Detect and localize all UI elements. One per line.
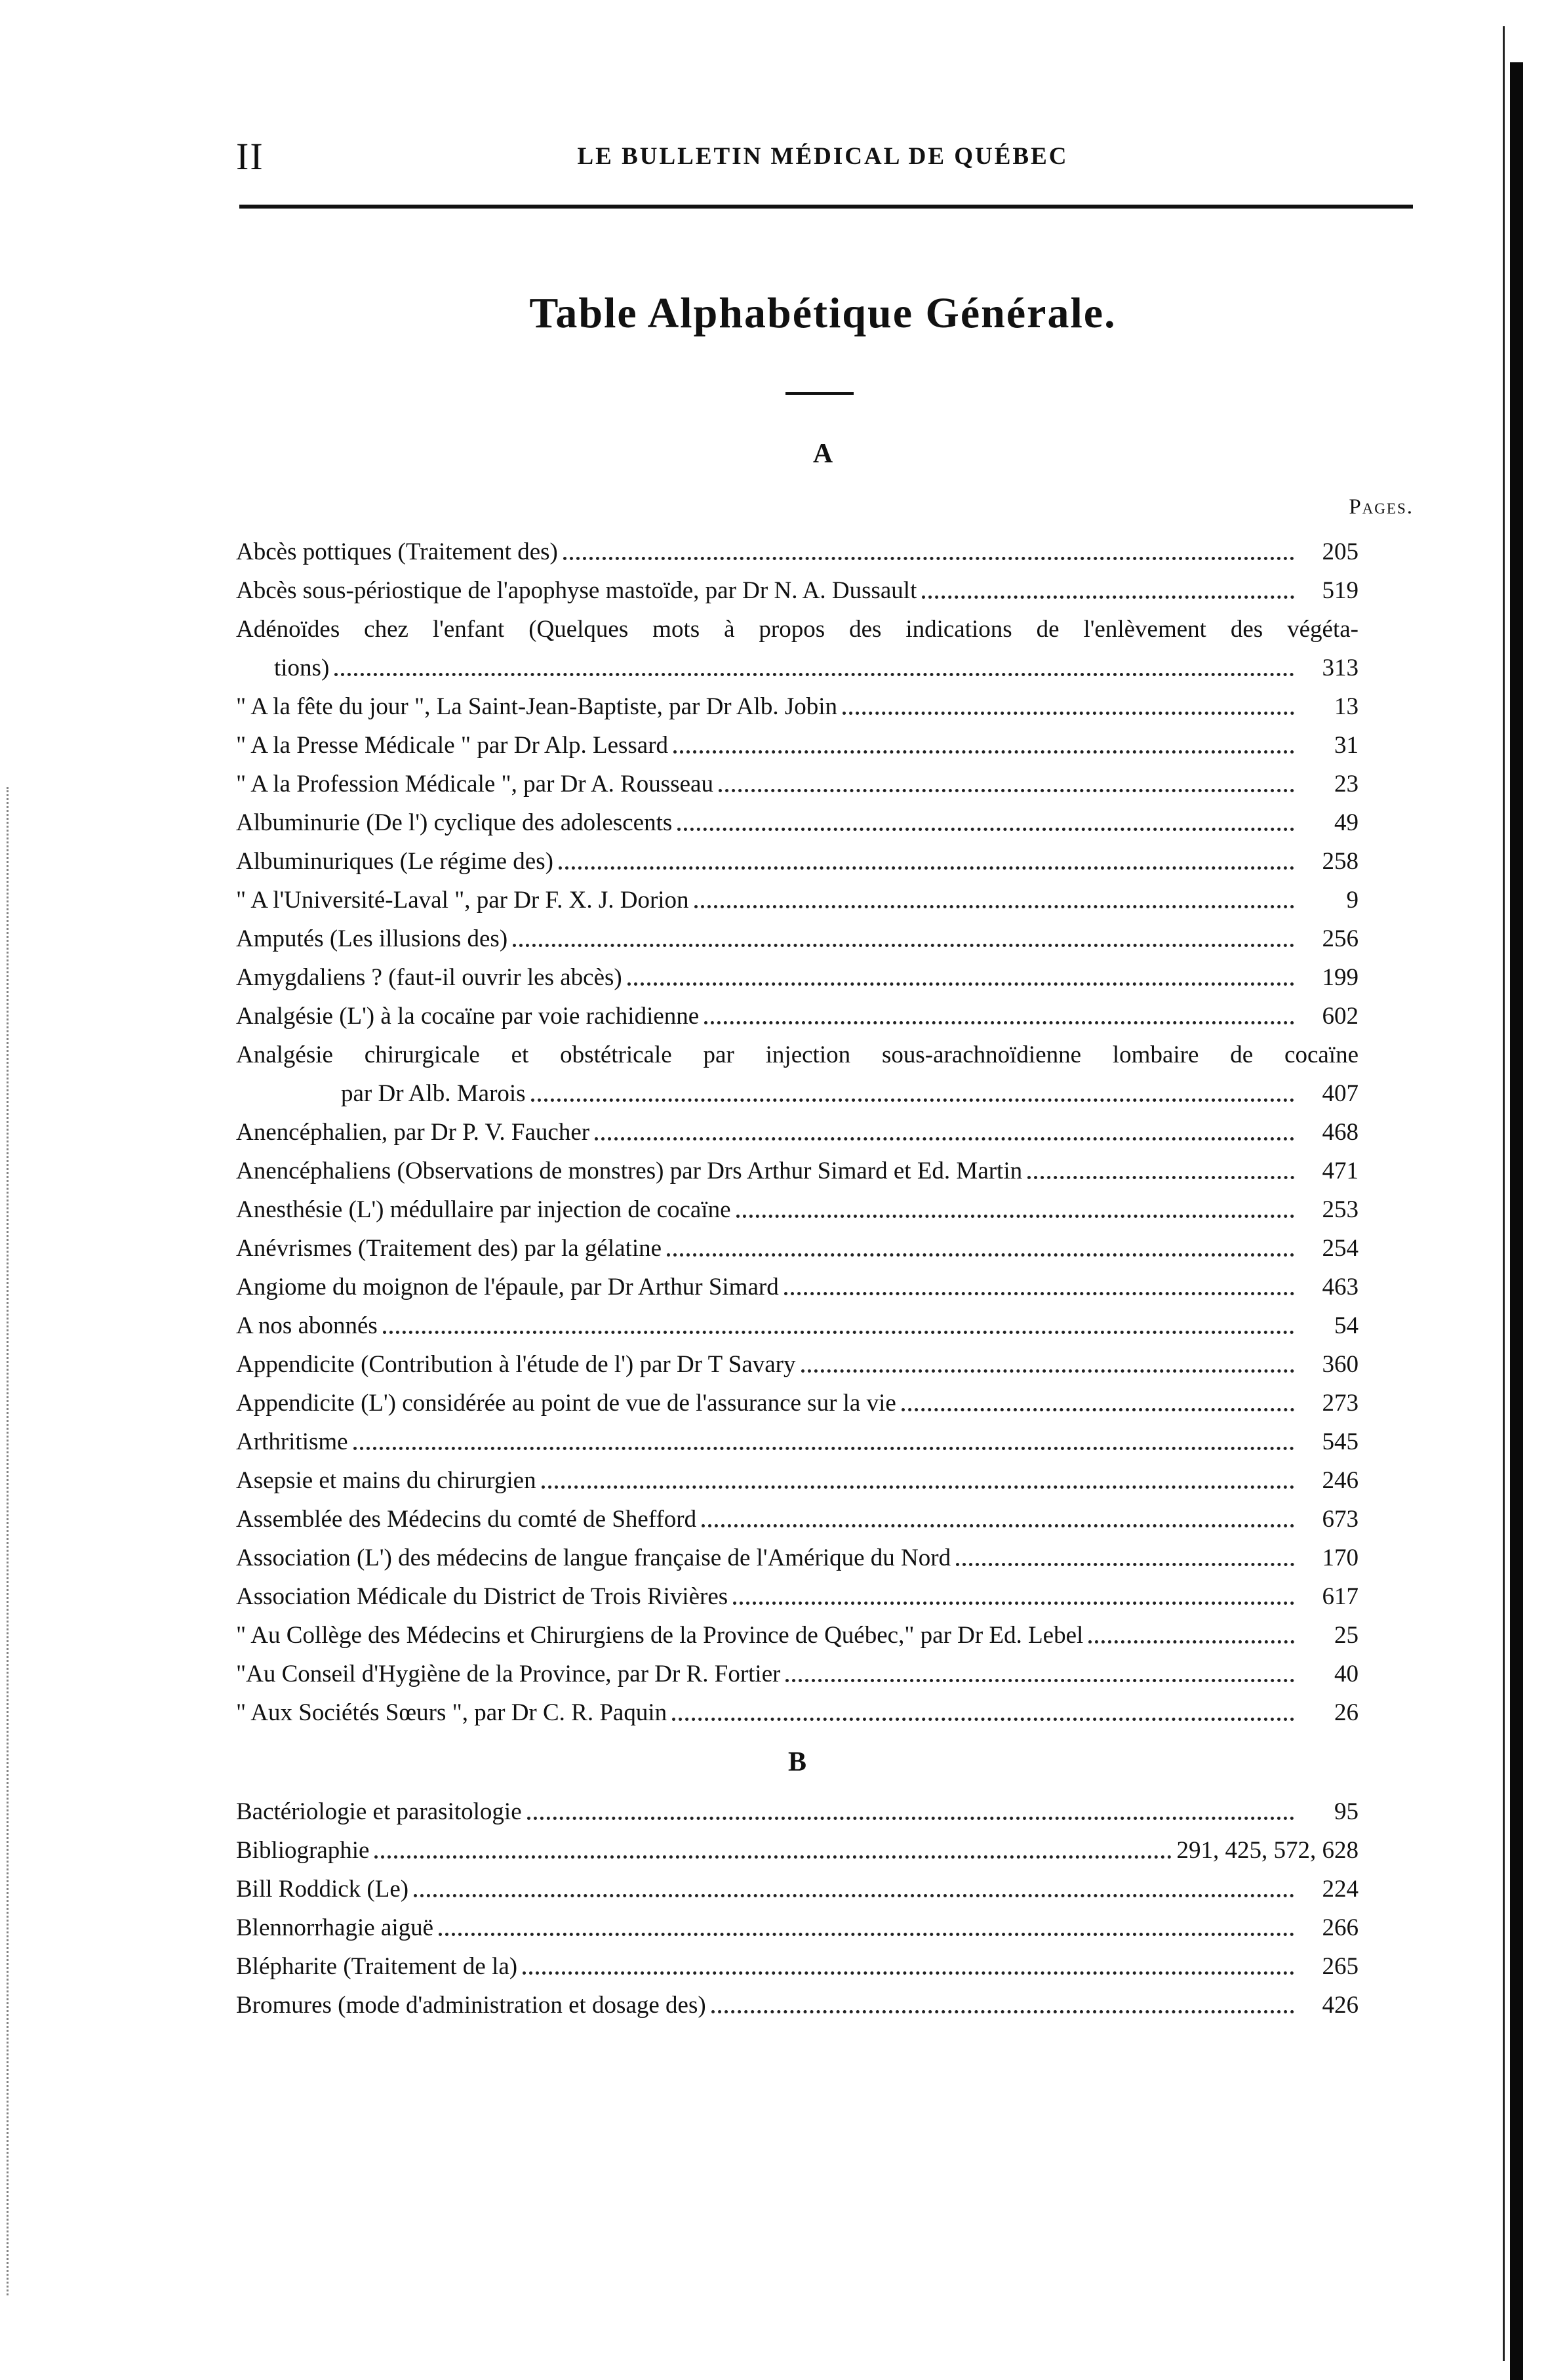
entry-page: 95 [1334, 1798, 1359, 1825]
dot-leader [677, 825, 1294, 831]
entry-page: 545 [1322, 1428, 1359, 1455]
index-entry [236, 958, 1359, 997]
entry-page: 602 [1322, 1003, 1359, 1030]
entry-page: 258 [1322, 848, 1359, 875]
index-entry [236, 571, 1359, 610]
dot-leader [843, 709, 1294, 715]
index-entry [236, 919, 1359, 958]
entry-title: Bromures (mode d'administration et dosage des) [236, 1992, 706, 2019]
entry-page: 463 [1322, 1274, 1359, 1301]
index-entry [236, 1831, 1359, 1870]
entry-title: " Aux Sociétés Sœurs ", par Dr C. R. Paquin [236, 1699, 667, 1726]
dot-leader [1027, 1173, 1294, 1179]
section-heading-a: A [812, 439, 833, 469]
entry-page: 673 [1322, 1506, 1359, 1533]
dot-leader [374, 1853, 1171, 1859]
dot-leader [801, 1367, 1295, 1373]
dot-leader [785, 1676, 1294, 1682]
dot-leader [902, 1405, 1294, 1411]
entry-title: Analgésie chirurgicale et obstétricale par injection sous-arachnoïdienne lombaire de cocaïne [236, 1041, 1359, 1068]
index-entry [236, 997, 1359, 1036]
entry-title: Appendicite (Contribution à l'étude de l') par Dr T Savary [236, 1351, 796, 1378]
entry-page: 49 [1334, 809, 1359, 836]
index-entry [236, 1113, 1359, 1152]
entry-title: Anencéphaliens (Observations de monstres) par Drs Arthur Simard et Ed. Martin [236, 1158, 1023, 1184]
index-entry [236, 1190, 1359, 1229]
dot-leader [439, 1930, 1294, 1936]
entry-title: Anévrismes (Traitement des) par la gélatine [236, 1235, 662, 1262]
entry-page: 266 [1322, 1914, 1359, 1941]
entry-title: Angiome du moignon de l'épaule, par Dr Arthur Simard [236, 1274, 779, 1301]
scan-edge-shadow [1510, 62, 1523, 2380]
dot-leader [667, 1251, 1294, 1257]
dot-leader [711, 2007, 1294, 2013]
index-entries [236, 533, 1359, 2025]
entry-title: " A la Presse Médicale " par Dr Alp. Lessard [236, 732, 669, 759]
entry-title: "Au Conseil d'Hygiène de la Province, par Dr R. Fortier [236, 1661, 781, 1687]
entry-page: 360 [1322, 1351, 1359, 1378]
entry-title: Association Médicale du District de Trois Rivières [236, 1583, 728, 1610]
dot-leader [523, 1969, 1294, 1975]
entry-title: Adénoïdes chez l'enfant (Quelques mots à propos des indications de l'enlèvement des végéta- [236, 616, 1359, 643]
entry-page: 25 [1334, 1622, 1359, 1649]
index-entry [236, 842, 1359, 881]
index-entry [236, 765, 1359, 803]
dot-leader [563, 554, 1294, 560]
index-entry [236, 1306, 1359, 1345]
dot-leader [513, 941, 1294, 947]
page-binding-shadow [7, 787, 11, 2295]
index-entry [236, 803, 1359, 842]
entry-page: 291, 425, 572, 628 [1176, 1837, 1359, 1864]
entry-page: 273 [1322, 1390, 1359, 1417]
index-entry [236, 1229, 1359, 1268]
index-entry [236, 1074, 1359, 1113]
dot-leader [542, 1483, 1294, 1489]
dot-leader [673, 748, 1294, 754]
section-a-entries [236, 533, 1359, 1732]
entry-page: 9 [1346, 887, 1359, 914]
index-entry [236, 1655, 1359, 1693]
dot-leader [1088, 1638, 1294, 1644]
entry-title: tions) [274, 655, 330, 681]
dot-leader [334, 670, 1294, 676]
entry-page: 23 [1334, 771, 1359, 797]
dot-leader [383, 1328, 1294, 1334]
entry-title: Abcès pottiques (Traitement des) [236, 538, 558, 565]
entry-page: 471 [1322, 1158, 1359, 1184]
entry-title: Albuminuriques (Le régime des) [236, 848, 553, 875]
entry-page: 199 [1322, 964, 1359, 991]
index-entry [236, 1500, 1359, 1539]
entry-title: A nos abonnés [236, 1312, 378, 1339]
index-entry [236, 1422, 1359, 1461]
page-header [236, 134, 1410, 178]
dot-leader [353, 1444, 1294, 1450]
entry-title: Amputés (Les illusions des) [236, 925, 508, 952]
entry-title: Bactériologie et parasitologie [236, 1798, 522, 1825]
dot-leader [627, 980, 1294, 986]
scan-edge-line [1503, 26, 1505, 2361]
entry-page: 468 [1322, 1119, 1359, 1146]
index-entry [236, 1345, 1359, 1384]
entry-title: Albuminurie (De l') cyclique des adolescents [236, 809, 673, 836]
entry-page: 31 [1334, 732, 1359, 759]
index-entry [236, 1908, 1359, 1947]
entry-title: Abcès sous-périostique de l'apophyse mastoïde, par Dr N. A. Dussault [236, 577, 917, 604]
entry-page: 40 [1334, 1661, 1359, 1687]
index-entry [236, 687, 1359, 726]
index-entry [236, 610, 1359, 649]
index-entry [236, 1693, 1359, 1732]
index-entry [236, 726, 1359, 765]
dot-leader [736, 1212, 1294, 1218]
entry-title: " A l'Université-Laval ", par Dr F. X. J. Dorion [236, 887, 689, 914]
entry-title: Bibliographie [236, 1837, 370, 1864]
index-entry [236, 533, 1359, 571]
entry-title: " A la fête du jour ", La Saint-Jean-Baptiste, par Dr Alb. Jobin [236, 693, 837, 720]
entry-page: 519 [1322, 577, 1359, 604]
entry-title: Assemblée des Médecins du comté de Shefford [236, 1506, 697, 1533]
dot-leader [527, 1814, 1294, 1820]
entry-page: 13 [1334, 693, 1359, 720]
entry-page: 26 [1334, 1699, 1359, 1726]
entry-page: 170 [1322, 1544, 1359, 1571]
dot-leader [672, 1715, 1294, 1721]
header-rule [239, 205, 1413, 209]
dot-leader [719, 786, 1294, 792]
index-entry [236, 1947, 1359, 1986]
dot-leader [733, 1599, 1294, 1605]
entry-title: Amygdaliens ? (faut-il ouvrir les abcès) [236, 964, 622, 991]
entry-title: Association (L') des médecins de langue française de l'Amérique du Nord [236, 1544, 951, 1571]
dot-leader [704, 1019, 1294, 1024]
dot-leader [531, 1096, 1294, 1102]
title-rule [785, 392, 854, 395]
entry-page: 253 [1322, 1196, 1359, 1223]
entry-page: 426 [1322, 1992, 1359, 2019]
index-entry [236, 1986, 1359, 2025]
entry-page: 254 [1322, 1235, 1359, 1262]
index-entry [236, 1036, 1359, 1074]
index-entry [236, 1152, 1359, 1190]
entry-title: Analgésie (L') à la cocaïne par voie rachidienne [236, 1003, 700, 1030]
index-entry [236, 1539, 1359, 1577]
index-entry [236, 1577, 1359, 1616]
entry-title: Appendicite (L') considérée au point de vue de l'assurance sur la vie [236, 1390, 896, 1417]
entry-title: Arthritisme [236, 1428, 348, 1455]
entry-page: 224 [1322, 1876, 1359, 1903]
entry-page: 54 [1334, 1312, 1359, 1339]
index-entry [236, 1870, 1359, 1908]
dot-leader [559, 864, 1294, 870]
entry-title: par Dr Alb. Marois [341, 1080, 526, 1107]
running-title: LE BULLETIN MÉDICAL DE QUÉBEC [577, 143, 1069, 170]
entry-page: 617 [1322, 1583, 1359, 1610]
entry-page: 246 [1322, 1467, 1359, 1494]
dot-leader [702, 1522, 1294, 1527]
dot-leader [414, 1891, 1294, 1897]
index-entry [236, 881, 1359, 919]
index-entry [236, 1616, 1359, 1655]
page-title: Table Alphabétique Générale. [529, 289, 1117, 337]
dot-leader [956, 1560, 1294, 1566]
dot-leader [694, 902, 1294, 908]
entry-page: 256 [1322, 925, 1359, 952]
entry-title: Anesthésie (L') médullaire par injection de cocaïne [236, 1196, 731, 1223]
entry-page: 205 [1322, 538, 1359, 565]
section-heading-b: B [787, 1747, 806, 1777]
entry-page: 407 [1322, 1080, 1359, 1107]
index-entry [236, 1384, 1359, 1422]
entry-title: Blépharite (Traitement de la) [236, 1953, 518, 1980]
pages-column-label: Pages. [1349, 495, 1414, 519]
section-b-entries [236, 1792, 1359, 2025]
entry-title: Asepsie et mains du chirurgien [236, 1467, 536, 1494]
entry-title: Blennorrhagie aiguë [236, 1914, 434, 1941]
dot-leader [784, 1289, 1294, 1295]
page-number: II [236, 135, 264, 178]
index-entry [236, 1461, 1359, 1500]
entry-title: " A la Profession Médicale ", par Dr A. Rousseau [236, 771, 713, 797]
index-entry [236, 1792, 1359, 1831]
index-entry [236, 649, 1359, 687]
entry-page: 313 [1322, 655, 1359, 681]
entry-title: Anencéphalien, par Dr P. V. Faucher [236, 1119, 590, 1146]
entry-page: 265 [1322, 1953, 1359, 1980]
dot-leader [922, 593, 1294, 599]
index-entry [236, 1268, 1359, 1306]
entry-title: Bill Roddick (Le) [236, 1876, 409, 1903]
dot-leader [595, 1135, 1294, 1140]
entry-title: " Au Collège des Médecins et Chirurgiens de la Province de Québec," par Dr Ed. Lebel [236, 1622, 1084, 1649]
